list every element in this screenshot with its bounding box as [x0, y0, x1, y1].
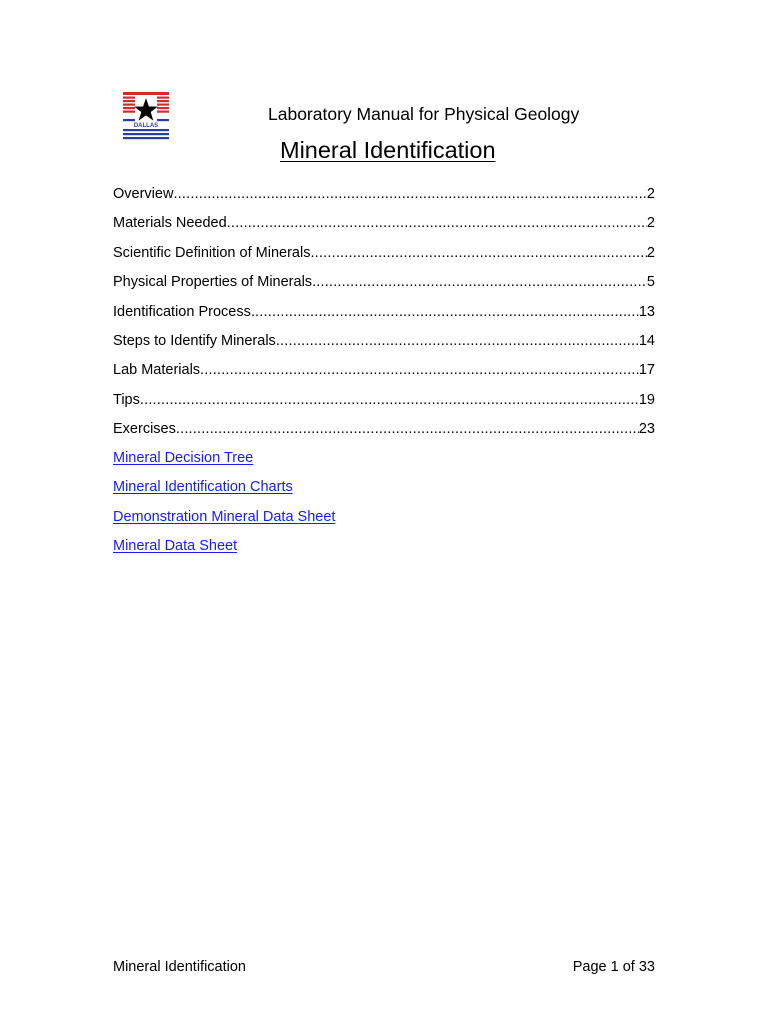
toc-entry-label: Scientific Definition of Minerals — [113, 244, 311, 261]
toc-entry-page: 13 — [638, 303, 655, 320]
logo-text: DALLAS — [133, 123, 159, 129]
toc-entry-page: 17 — [638, 362, 655, 379]
toc-entry-page: 23 — [638, 421, 655, 438]
toc-entry-page: 2 — [646, 186, 655, 202]
link-row — [113, 478, 335, 507]
page-title: Mineral Identification — [280, 137, 496, 163]
toc-entry-label: Lab Materials — [113, 362, 201, 379]
link-row — [113, 508, 335, 537]
toc-entry[interactable] — [113, 244, 655, 273]
dallas-logo — [122, 92, 170, 140]
toc-entry-page: 2 — [646, 215, 655, 232]
toc-entry-page: 19 — [638, 391, 655, 408]
footer-page-number: Page 1 of 33 — [572, 959, 655, 975]
document-link[interactable]: Mineral Data Sheet — [113, 538, 238, 555]
toc-leader-dots — [140, 391, 639, 409]
toc-entry-label: Steps to Identify Minerals — [113, 332, 276, 349]
toc-entry-page: 2 — [646, 244, 655, 261]
toc-entry[interactable] — [113, 303, 655, 332]
toc-leader-dots — [200, 361, 639, 379]
toc-entry-label: Tips — [113, 391, 140, 408]
document-link[interactable]: Demonstration Mineral Data Sheet — [113, 508, 336, 525]
table-of-contents — [113, 185, 655, 450]
toc-leader-dots — [173, 185, 646, 203]
link-row — [113, 449, 335, 478]
toc-entry-page: 5 — [646, 274, 655, 291]
toc-leader-dots — [312, 273, 647, 291]
toc-entry-label: Exercises — [113, 421, 176, 438]
toc-entry[interactable] — [113, 391, 655, 420]
document-links — [113, 449, 335, 567]
toc-leader-dots — [251, 303, 639, 321]
link-row — [113, 537, 335, 566]
document-link[interactable]: Mineral Identification Charts — [113, 479, 293, 496]
toc-entry[interactable] — [113, 420, 655, 449]
footer-title: Mineral Identification — [113, 959, 246, 975]
toc-leader-dots — [310, 244, 646, 262]
toc-entry-label: Physical Properties of Minerals — [113, 274, 313, 291]
toc-entry-label: Overview — [113, 186, 174, 202]
toc-entry[interactable] — [113, 332, 655, 361]
toc-entry[interactable] — [113, 185, 655, 214]
toc-leader-dots — [276, 332, 639, 350]
toc-entry-label: Materials Needed — [113, 215, 227, 232]
toc-entry[interactable] — [113, 273, 655, 302]
toc-entry[interactable] — [113, 214, 655, 243]
manual-title: Laboratory Manual for Physical Geology — [268, 104, 580, 124]
toc-entry-label: Identification Process — [113, 303, 251, 320]
toc-entry[interactable] — [113, 361, 655, 390]
toc-leader-dots — [176, 420, 639, 438]
toc-leader-dots — [227, 214, 647, 232]
document-link[interactable]: Mineral Decision Tree — [113, 450, 254, 466]
toc-entry-page: 14 — [638, 332, 655, 349]
